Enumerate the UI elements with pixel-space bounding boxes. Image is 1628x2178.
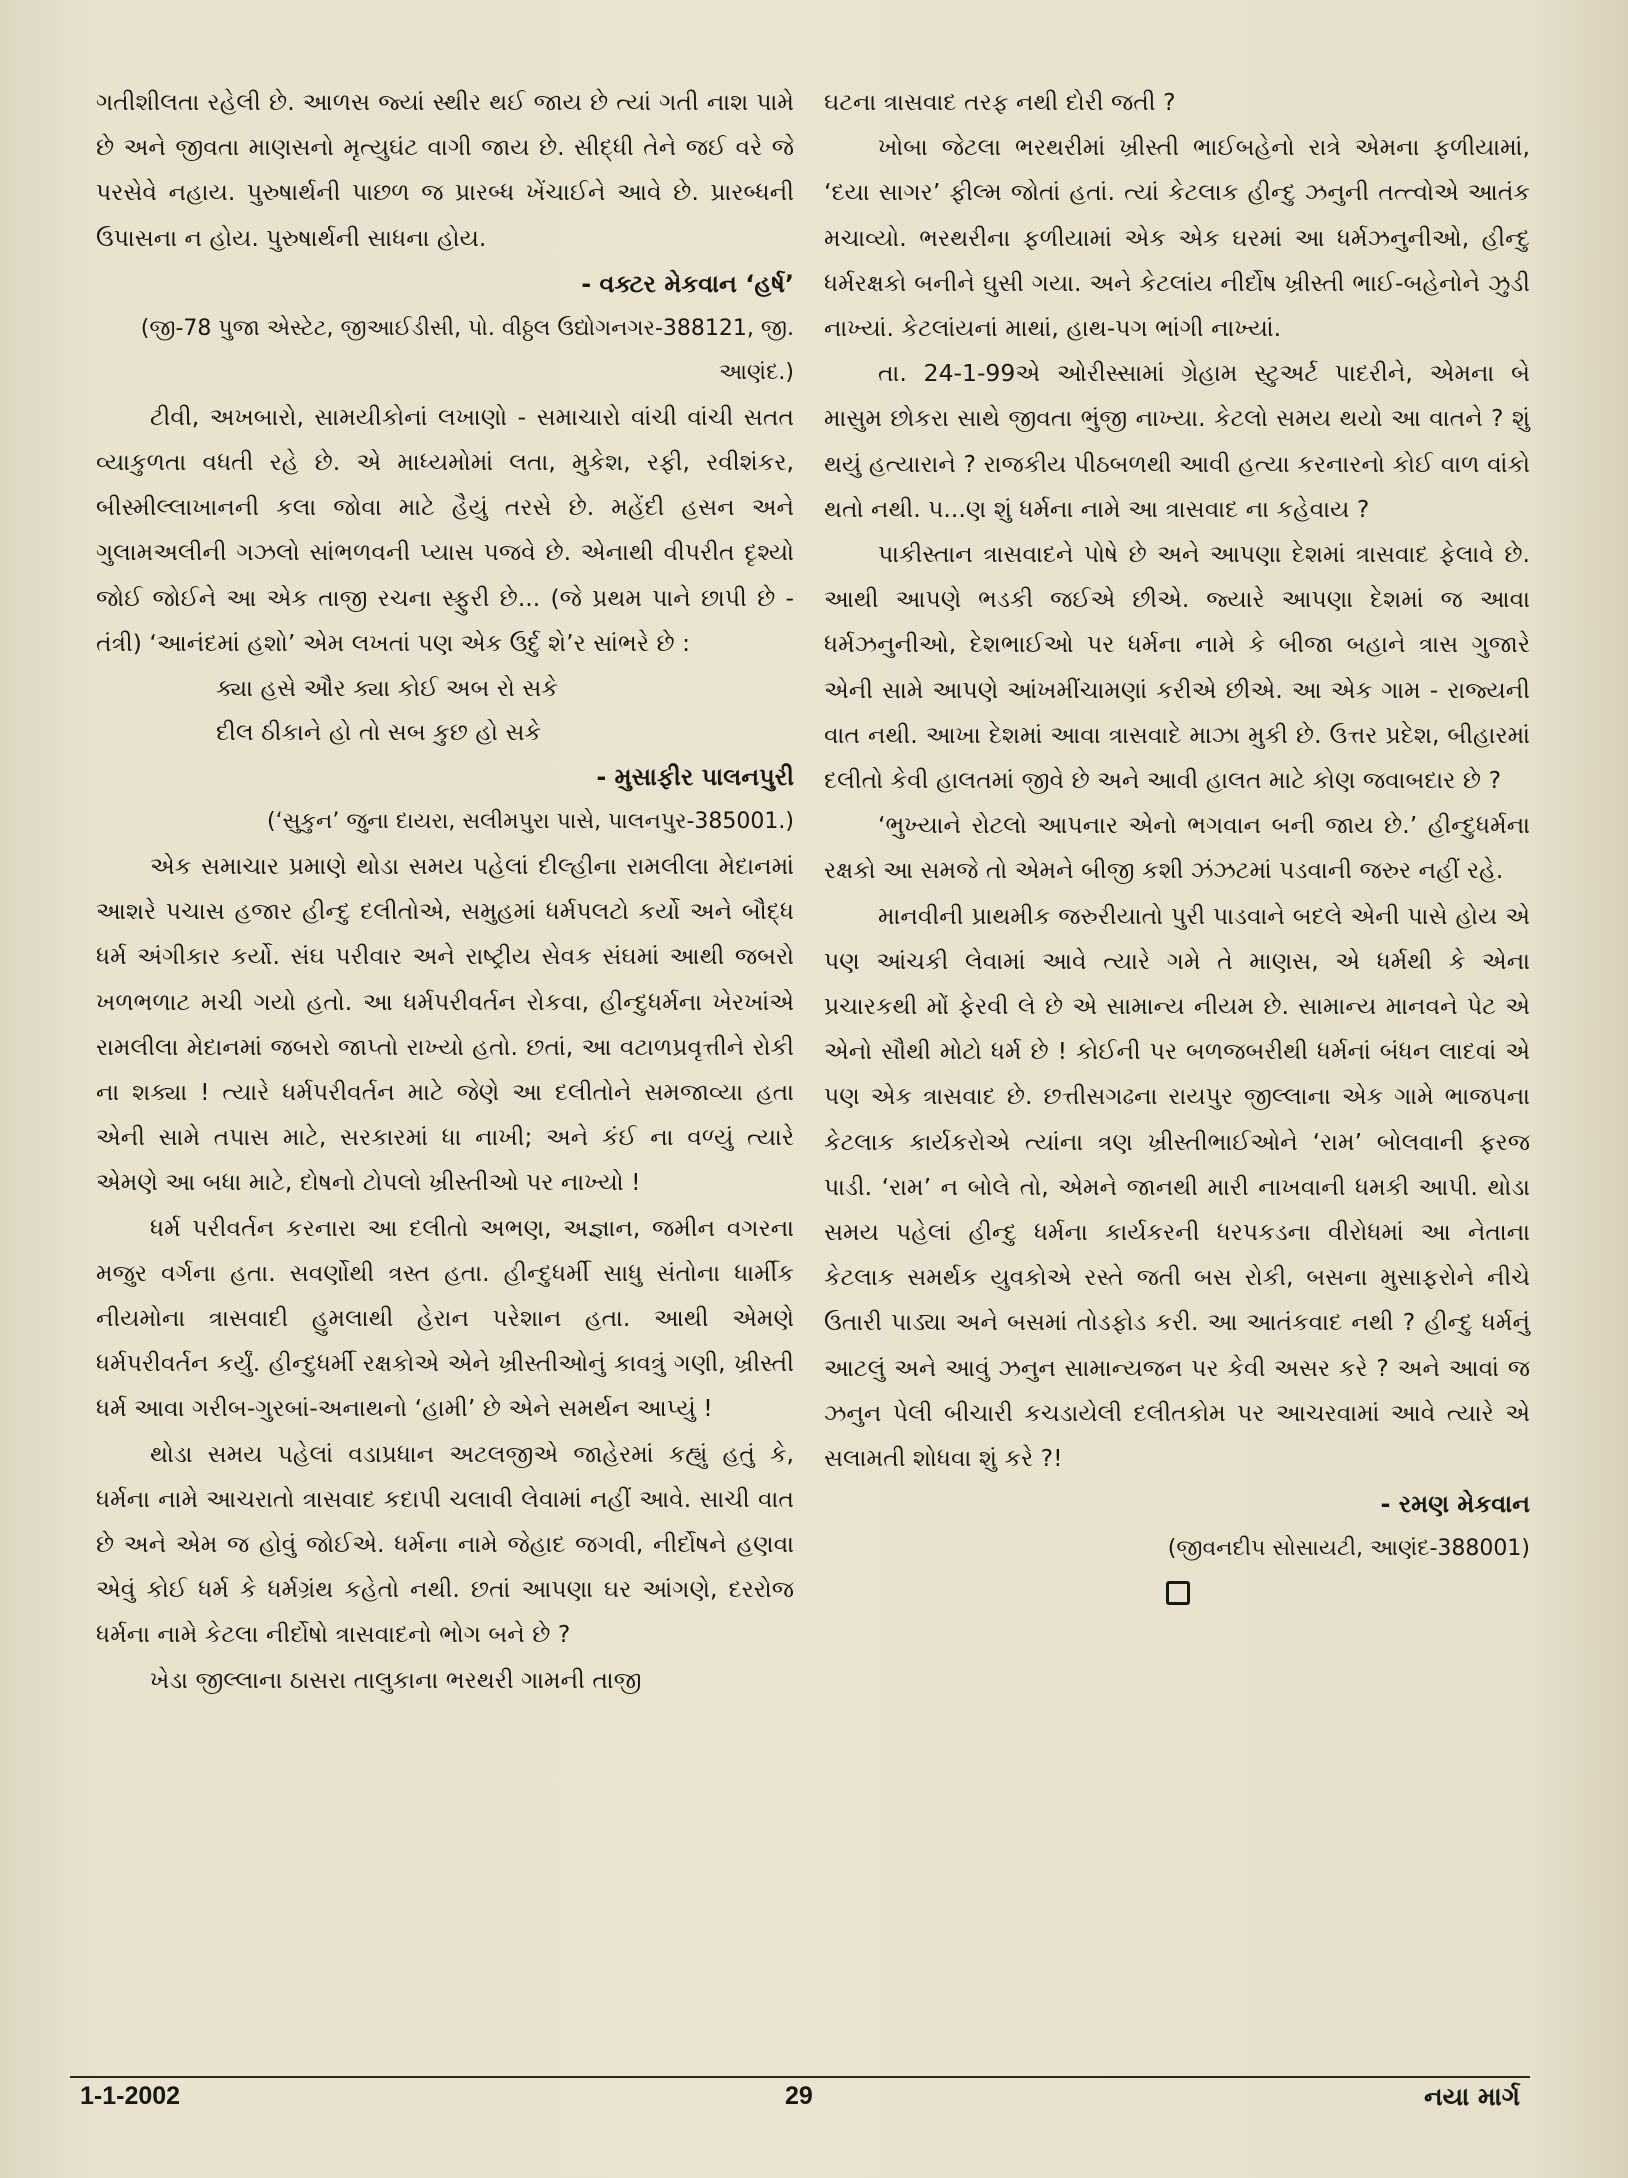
paragraph: ગતીશીલતા રહેલી છે. આળસ જ્યાં સ્થીર થઈ જાય છે ત્યાં ગતી નાશ પામે છે અને જીવતા માણસનો મૃત્યુઘંટ વાગી જાય છે. સીદ્ધી તેને જઈ વરે જે પરસેવે નહાય. પુરુષાર્થની પાછળ જ પ્રારબ્ધ ખેંચાઈને આવે છે. પ્રારબ્ધની ઉપાસના ન હોય. પુરુષાર્થની સાધના હોય. — [96, 88, 794, 252]
issue-date: 1-1-2002 — [80, 2082, 181, 2110]
author-address: (જી-78 પુજા એસ્ટેટ, જીઆઈડીસી, પો. વીઠ્ઠલ ઉદ્યોગનગર-388121, જી. આણંદ.) — [140, 315, 794, 385]
right-column — [824, 80, 1530, 1605]
paragraph: ખેડા જીલ્લાના ઠાસરા તાલુકાના ભરથરી ગામની તાજી — [150, 1665, 642, 1694]
paragraph: પાકીસ્તાન ત્રાસવાદને પોષે છે અને આપણા દેશમાં ત્રાસવાદ ફેલાવે છે. આથી આપણે ભડકી જઈએ છીએ. જ્યારે આપણા દેશમાં જ આવા ધર્મઝનુનીઓ, દેશભાઈઓ પર ધર્મના નામે કે બીજા બહાને ત્રાસ ગુજારે એની સામે આપણે આંખમીંચામણાં કરીએ છીએ. આ એક ગામ - રાજ્યની વાત નથી. આખા દેશમાં આવા ત્રાસવાદે માઝા મુકી છે. ઉત્તર પ્રદેશ, બીહારમાં દલીતો કેવી હાલતમાં જીવે છે અને આવી હાલત માટે કોણ જવાબદાર છે ? — [824, 540, 1530, 795]
end-of-article-icon — [1166, 1581, 1190, 1605]
magazine-name: નયા માર્ગ — [1424, 2082, 1520, 2111]
couplet-line: ક્યા હસે ઔર ક્યા કોઈ અબ રો સકે — [216, 674, 558, 703]
paragraph: ટીવી, અખબારો, સામયીકોનાં લખાણો - સમાચારો વાંચી વાંચી સતત વ્યાકુળતા વધતી રહે છે. એ માધ્યમોમાં લતા, મુકેશ, રફી, રવીશંકર, બીસ્મીલ્લાખાનની કલા જોવા માટે હૈયું તરસે છે. મહેંદી હસન અને ગુલામઅલીની ગઝલો સાંભળવની પ્યાસ પજવે છે. એનાથી વીપરીત દૃશ્યો જોઈ જોઈને આ એક તાજી રચના સ્ફુરી છે... (જે પ્રથમ પાને છાપી છે - તંત્રી) ‘આનંદમાં હશો’ એમ લખતાં પણ એક ઉર્દુ શે’ર સાંભરે છે : — [96, 402, 794, 657]
paragraph: ઘટના ત્રાસવાદ તરફ નથી દોરી જતી ? — [824, 88, 1176, 116]
author-signature: - રમણ મેકવાન — [1380, 1490, 1530, 1519]
paragraph: તા. 24-1-99એ ઓરીસ્સામાં ગ્રેહામ સ્ટુઅર્ટ પાદરીને, એમના બે માસુમ છોકરા સાથે જીવતા ભુંજી નાખ્યા. કેટલો સમય થયો આ વાતને ? શું થયું હત્યારાને ? રાજકીય પીઠબળથી આવી હત્યા કરનારનો કોઈ વાળ વાંકો થતો નથી. પ...ણ શું ધર્મના નામે આ ત્રાસવાદ ના કહેવાય ? — [824, 359, 1530, 523]
footer-divider — [70, 2076, 1530, 2078]
author-signature: - મુસાફીર પાલનપુરી — [596, 763, 794, 792]
author-address: (‘સુકુન’ જુના દાયરા, સલીમપુરા પાસે, પાલનપુર-385001.) — [267, 809, 794, 835]
left-column — [96, 80, 794, 1703]
couplet-line: દીલ ઠીકાને હો તો સબ કુછ હો સકે — [216, 718, 542, 747]
page-number: 29 — [785, 2082, 813, 2110]
paragraph: માનવીની પ્રાથમીક જરુરીયાતો પુરી પાડવાને બદલે એની પાસે હોય એ પણ આંચકી લેવામાં આવે ત્યારે ગમે તે માણસ, એ ધર્મથી કે એના પ્રચારકથી મોં ફેરવી લે છે એ સામાન્ય નીયમ છે. સામાન્ય માનવને પેટ એ એનો સૌથી મોટો ધર્મ છે ! કોઈની પર બળજબરીથી ધર્મનાં બંધન લાદવાં એ પણ એક ત્રાસવાદ છે. છત્તીસગઢના રાયપુર જીલ્લાના એક ગામે ભાજપના કેટલાક કાર્યકરોએ ત્યાંના ત્રણ ખ્રીસ્તીભાઈઓને ‘રામ’ બોલવાની ફરજ પાડી. ‘રામ’ ન બોલે તો, એમને જાનથી મારી નાખવાની ધમકી આપી. થોડા સમય પહેલાં હીન્દુ ધર્મના કાર્યકરની ધરપકડના વીરોધમાં આ નેતાના કેટલાક સમર્થક યુવકોએ રસ્તે જતી બસ રોકી, બસના મુસાફરોને નીચે ઉતારી પાડ્યા અને બસમાં તોડફોડ કરી. આ આતંકવાદ નથી ? હીન્દુ ધર્મનું આટલું અને આવું ઝનુન સામાન્યજન પર કેવી અસર કરે ? અને આવાં જ ઝનુન પેલી બીચારી કચડાયેલી દલીતકોમ પર આચરવામાં આવે ત્યારે એ સલામતી શોધવા શું કરે ?! — [824, 901, 1530, 1473]
paragraph: ખોબા જેટલા ભરથરીમાં ખ્રીસ્તી ભાઈબહેનો રાત્રે એમના ફળીયામાં, ‘દયા સાગર’ ફીલ્મ જોતાં હતાં. ત્યાં કેટલાક હીન્દુ ઝનુની તત્ત્વોએ આતંક મચાવ્યો. ભરથરીના ફળીયામાં એક એક ઘરમાં આ ધર્મઝનુનીઓ, હીન્દુ ધર્મરક્ષકો બનીને ઘુસી ગયા. અને કેટલાંય નીર્દોષ ખ્રીસ્તી ભાઈ-બહેનોને ઝુડી નાખ્યાં. કેટલાંયનાં માથાં, હાથ-પગ ભાંગી નાખ્યાં. — [824, 133, 1530, 343]
author-signature: - વક્ટર મેકવાન ‘હર્ષ’ — [581, 269, 794, 298]
paragraph: થોડા સમય પહેલાં વડાપ્રધાન અટલજીએ જાહેરમાં કહ્યું હતું કે, ધર્મના નામે આચરાતો ત્રાસવાદ કદાપી ચલાવી લેવામાં નહીં આવે. સાચી વાત છે અને એમ જ હોવું જોઈએ. ધર્મના નામે જેહાદ જગવી, નીર્દોષને હણવા એવું કોઈ ધર્મ કે ધર્મગ્રંથ કહેતો નથી. છતાં આપણા ઘર આંગણે, દરરોજ ધર્મના નામે કેટલા નીર્દોષો ત્રાસવાદનો ભોગ બને છે ? — [96, 1439, 794, 1649]
paragraph: એક સમાચાર પ્રમાણે થોડા સમય પહેલાં દીલ્હીના રામલીલા મેદાનમાં આશરે પચાસ હજાર હીન્દુ દલીતોએ, સમુહમાં ધર્મપલટો કર્યો અને બૌદ્ધ ધર્મ અંગીકાર કર્યો. સંઘ પરીવાર અને રાષ્ટ્રીય સેવક સંઘમાં આથી જબરો ખળભળાટ મચી ગયો હતો. આ ધર્મપરીવર્તન રોકવા, હીન્દુધર્મના ખેરખાંએ રામલીલા મેદાનમાં જબરો જાપ્તો રાખ્યો હતો. છતાં, આ વટાળપ્રવૃત્તીને રોકી ના શક્યા ! ત્યારે ધર્મપરીવર્તન માટે જેણે આ દલીતોને સમજાવ્યા હતા એની સામે તપાસ માટે, સરકારમાં ધા નાખી; અને કંઈ ના વળ્યું ત્યારે એમણે આ બધા માટે, દોષનો ટોપલો ખ્રીસ્તીઓ પર નાખ્યો ! — [96, 852, 794, 1197]
paragraph: ‘ભુખ્યાને રોટલો આપનાર એનો ભગવાન બની જાય છે.’ હીન્દુધર્મના રક્ષકો આ સમજે તો એમને બીજી કશી ઝંઝટમાં પડવાની જરુર નહીં રહે. — [824, 811, 1530, 885]
paragraph: ધર્મ પરીવર્તન કરનારા આ દલીતો અભણ, અજ્ઞાન, જમીન વગરના મજુર વર્ગના હતા. સવર્ણોથી ત્રસ્ત હતા. હીન્દુધર્મી સાધુ સંતોના ધાર્મીક નીયમોના ત્રાસવાદી હુમલાથી હેરાન પરેશાન હતા. આથી એમણે ધર્મપરીવર્તન કર્યું. હીન્દુધર્મી રક્ષકોએ એને ખ્રીસ્તીઓનું કાવત્રું ગણી, ખ્રીસ્તી ધર્મ આવા ગરીબ-ગુરબાં-અનાથનો ‘હામી’ છે એને સમર્થન આપ્યું ! — [96, 1213, 794, 1423]
author-address: (જીવનદીપ સોસાયટી, આણંદ-388001) — [1167, 1536, 1530, 1562]
